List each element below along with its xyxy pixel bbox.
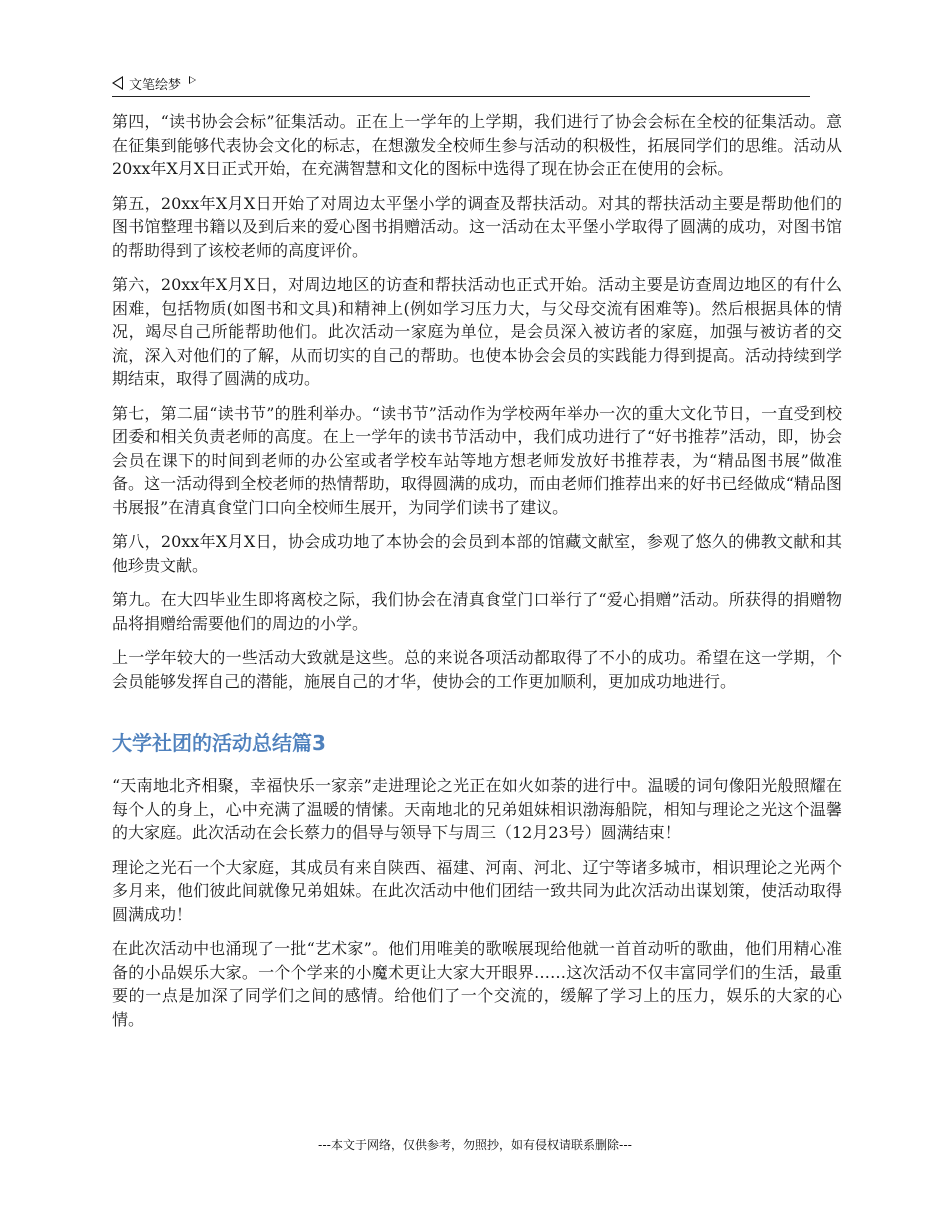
paragraph: 第五，20xx年X月X日开始了对周边太平堡小学的调查及帮扶活动。对其的帮扶活动主要是帮助他们的图书馆整理书籍以及到后来的爱心图书捐赠活动。这一活动在太平堡小学取得了圆满的成功，对图书馆的帮助得到了该校老师的高度评价。 — [112, 193, 842, 260]
section-heading: 大学社团的活动总结篇3 — [112, 731, 326, 755]
paragraph: 第七，第二届“读书节”的胜利举办。“读书节”活动作为学校两年举办一次的重大文化节日，一直受到校团委和相关负责老师的高度。在上一学年的读书节活动中，我们成功进行了“好书推荐”活动，即，协会会员在课下的时间到老师的办公室或者学校车站等地方想老师发放好书推荐表，为“精品图书展”做准备。这一活动得到全校老师的热情帮助，取得圆满的成功，而由老师们推荐出来的好书已经做成“精品图书展报”在清真食堂门口向全校师生展开，为同学们读书了建议。 — [112, 403, 842, 517]
document-body — [112, 110, 842, 1042]
paragraph: 第六，20xx年X月X日，对周边地区的访查和帮扶活动也正式开始。活动主要是访查周边地区的有什么困难，包括物质(如图书和文具)和精神上(例如学习压力大，与父母交流有困难等)。然后根据具体的情况，竭尽自己所能帮助他们。此次活动一家庭为单位，是会员深入被访者的家庭，加强与被访者的交流，深入对他们的了解，从而切实的自己的帮助。也使本协会会员的实践能力得到提高。活动持续到学期结束，取得了圆满的成功。 — [112, 275, 842, 388]
triangle-left-icon — [112, 76, 123, 90]
header-title: 文笔绘梦 — [129, 77, 182, 93]
page-header — [112, 70, 810, 97]
paragraph: 第四，“读书协会会标”征集活动。正在上一学年的上学期，我们进行了协会会标在全校的征集活动。意在征集到能够代表协会文化的标志，在想激发全校师生参与活动的积极性，拓展同学们的思维。活动从20xx年X月X日正式开始，在充满智慧和文化的图标中选得了现在协会正在使用的会标。 — [112, 112, 842, 178]
paragraph: 在此次活动中也涌现了一批“艺术家”。他们用唯美的歌喉展现给他就一首首动听的歌曲，他们用精心准备的小品娱乐大家。一个个学来的小魔术更让大家大开眼界……这次活动不仅丰富同学们的生活，最重要的一点是加深了同学们之间的感情。给他们了一个交流的，缓解了学习上的压力，娱乐的大家的心情。 — [112, 939, 842, 1029]
paragraph: 上一学年较大的一些活动大致就是这些。总的来说各项活动都取得了不小的成功。希望在这一学期，个会员能够发挥自己的潜能，施展自己的才华，使协会的工作更加顺利，更加成功地进行。 — [112, 648, 842, 691]
paragraph: “天南地北齐相聚，幸福快乐一家亲”走进理论之光正在如火如荼的进行中。温暖的词句像阳光般照耀在每个人的身上，心中充满了温暖的情愫。天南地北的兄弟姐妹相识渤海船院，相知与理论之光这个温馨的大家庭。此次活动在会长蔡力的倡导与领导下与周三（12月23号）圆满结束！ — [112, 776, 842, 842]
page-footer: ---本文于网络，仅供参考，勿照抄，如有侵权请联系删除--- — [318, 1138, 632, 1152]
triangle-right-icon — [189, 76, 196, 84]
paragraph: 第九。在大四毕业生即将离校之际，我们协会在清真食堂门口举行了“爱心捐赠”活动。所获得的捐赠物品将捐赠给需要他们的周边的小学。 — [112, 590, 842, 633]
paragraph: 理论之光石一个大家庭，其成员有来自陕西、福建、河南、河北、辽宁等诸多城市，相识理论之光两个多月来，他们彼此间就像兄弟姐妹。在此次活动中他们团结一致共同为此次活动出谋划策，使活动取得圆满成功！ — [112, 857, 842, 924]
paragraph: 第八，20xx年X月X日，协会成功地了本协会的会员到本部的馆藏文献室，参观了悠久的佛教文献和其他珍贵文献。 — [112, 532, 842, 575]
